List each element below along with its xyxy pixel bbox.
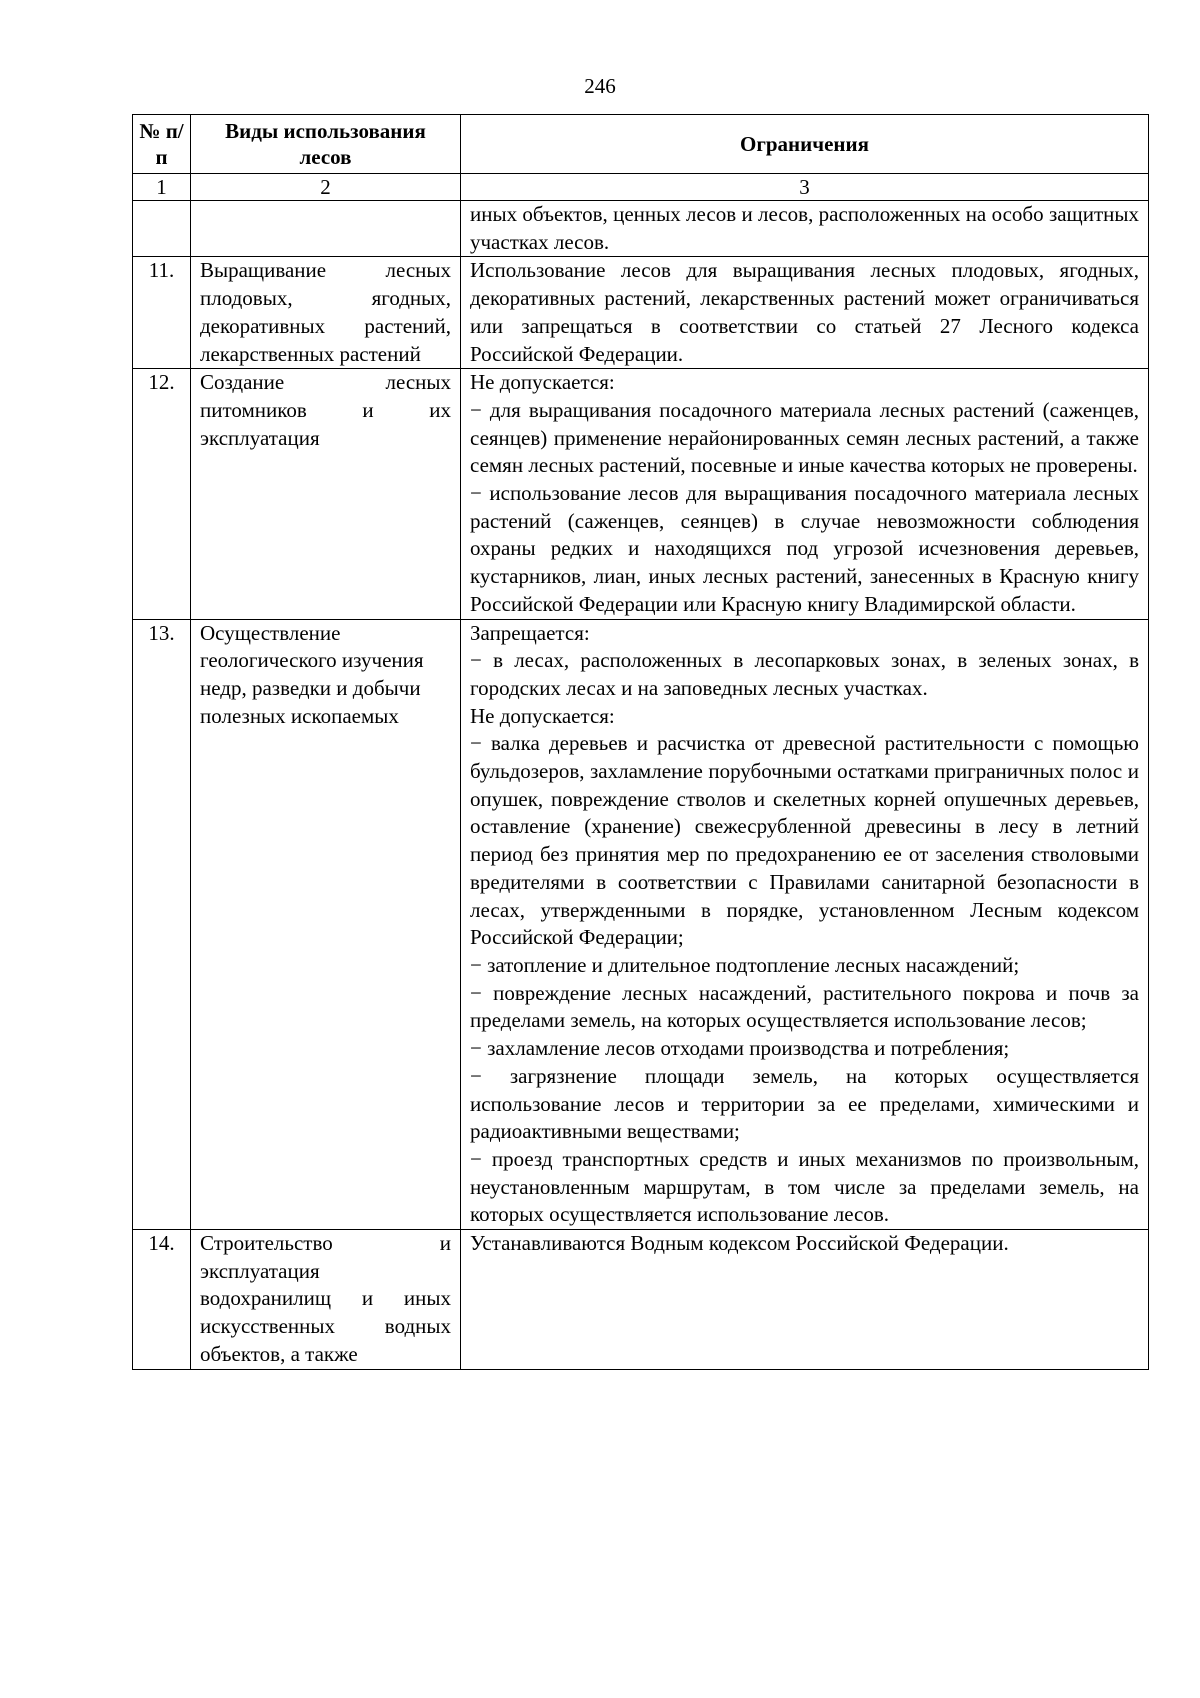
table-row-11 xyxy=(133,257,1149,369)
restriction-item: − в лесах, расположенных в лесопарковых зонах, в зеленых зонах, в городских лесах и на заповедных лесных участках. xyxy=(470,648,1139,700)
row-restrictions xyxy=(461,1230,1149,1370)
restriction-heading: Не допускается: xyxy=(470,370,615,395)
column-number-2: 2 xyxy=(191,174,461,201)
restriction-item: − затопление и длительное подтопление лесных насаждений; xyxy=(470,952,1020,977)
table-row-13 xyxy=(133,619,1149,1229)
page-number: 246 xyxy=(584,74,616,98)
row-kind: Строительство и эксплуатация водохранилищ и иных искусственных водных объектов, а также xyxy=(191,1230,461,1370)
restriction-heading: Не допускается: xyxy=(470,703,615,728)
row-number: 14. xyxy=(133,1230,191,1370)
restriction-item: − валка деревьев и расчистка от древесной растительности с помощью бульдозеров, захламление порубочными остатками приграничных полос и опушек, повреждение стволов и скелетных корней опушечных деревьев, оставление (хранение) свежесрубленной древесины в лесу в летний период без принятия мер по предохранению ее от заселения стволовыми вредителями в соответствии с Правилами санитарной безопасности в лесах, утвержденными в порядке, установленном Лесным кодексом Российской Федерации; xyxy=(470,731,1139,950)
row-number: 11. xyxy=(133,257,191,369)
row-kind: Создание лесных питомников и их эксплуатация xyxy=(191,369,461,619)
header-row xyxy=(133,115,1149,174)
restriction-paragraph: Устанавливаются Водным кодексом Российской Федерации. xyxy=(470,1231,1009,1256)
continuation-text: иных объектов, ценных лесов и лесов, расположенных на особо защитных участках лесов. xyxy=(461,201,1149,257)
restrictions-table xyxy=(132,114,1149,1370)
continuation-kind xyxy=(191,201,461,257)
table-row-12 xyxy=(133,369,1149,619)
column-number-3: 3 xyxy=(461,174,1149,201)
table-row-14 xyxy=(133,1230,1149,1370)
restriction-heading: Запрещается: xyxy=(470,620,590,645)
continuation-num xyxy=(133,201,191,257)
row-restrictions xyxy=(461,257,1149,369)
row-restrictions xyxy=(461,369,1149,619)
header-kind: Виды использования лесов xyxy=(191,115,461,174)
row-restrictions xyxy=(461,619,1149,1229)
continuation-row xyxy=(133,201,1149,257)
row-number: 13. xyxy=(133,619,191,1229)
column-number-row xyxy=(133,174,1149,201)
restriction-item: − для выращивания посадочного материала лесных растений (саженцев, сеянцев) применение нерайонированных семян лесных растений, а также семян лесных растений, посевные и иные качества которых не проверены. xyxy=(470,397,1139,478)
header-restrictions: Ограничения xyxy=(461,115,1149,174)
restriction-paragraph: Использование лесов для выращивания лесных плодовых, ягодных, декоративных растений, лекарственных растений может ограничиваться или запрещаться в соответствии со статьей 27 Лесного кодекса Российской Федерации. xyxy=(470,258,1139,366)
row-kind: Осуществление геологического изучения недр, разведки и добычи полезных ископаемых xyxy=(191,619,461,1229)
restriction-item: − использование лесов для выращивания посадочного материала лесных растений (саженцев, сеянцев) в случае невозможности соблюдения охраны редких и находящихся под угрозой исчезновения деревьев, кустарников, лиан, иных лесных растений, занесенных в Красную книгу Российской Федерации или Красную книгу Владимирской области. xyxy=(470,481,1139,616)
column-number-1: 1 xyxy=(133,174,191,201)
restriction-item: − проезд транспортных средств и иных механизмов по произвольным, неустановленным маршрутам, в том числе за пределами земель, на которых осуществляется использование лесов. xyxy=(470,1146,1139,1227)
restriction-item: − загрязнение площади земель, на которых осуществляется использование лесов и территории за ее пределами, химическими и радиоактивными веществами; xyxy=(470,1063,1139,1144)
restriction-item: − повреждение лесных насаждений, растительного покрова и почв за пределами земель, на которых осуществляется использование лесов; xyxy=(470,980,1139,1033)
restriction-item: − захламление лесов отходами производства и потребления; xyxy=(470,1036,1010,1061)
row-kind: Выращивание лесных плодовых, ягодных, декоративных растений, лекарственных растений xyxy=(191,257,461,369)
row-number: 12. xyxy=(133,369,191,619)
header-num: № п/п xyxy=(133,115,191,174)
